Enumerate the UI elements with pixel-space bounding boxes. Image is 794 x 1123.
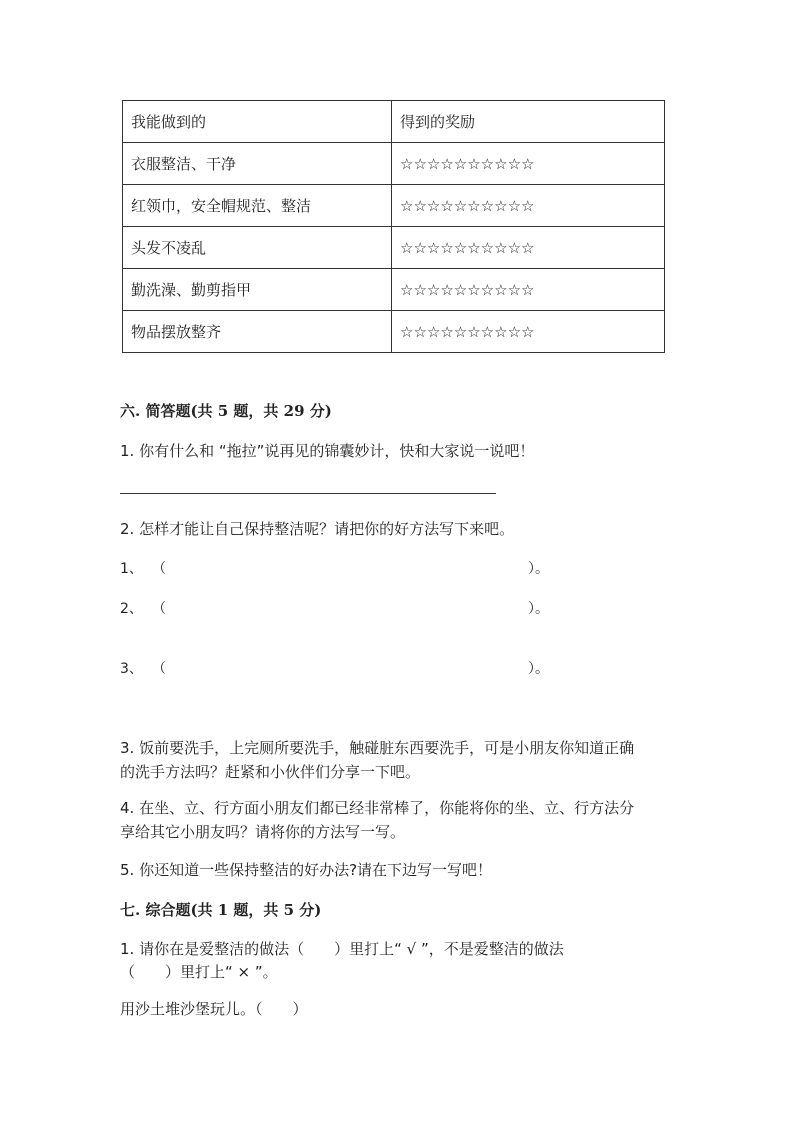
- reward-table: [122, 100, 665, 353]
- question-6-1: 1. 你有什么和 “拖拉”说再见的锦囊妙计，快和大家说一说吧！: [120, 442, 535, 460]
- answer-line[interactable]: [120, 493, 496, 494]
- row-item: 头发不凌乱: [123, 227, 392, 269]
- question-7-1-item1: 用沙土堆沙堡玩儿。（ ）: [120, 1000, 308, 1018]
- question-6-5: 5. 你还知道一些保持整洁的好办法?请在下边写一写吧！: [120, 861, 493, 879]
- question-6-2: 2. 怎样才能让自己保持整洁呢？请把你的好方法写下来吧。: [120, 520, 515, 538]
- blank-number: 3、: [120, 661, 143, 677]
- open-paren: （: [152, 661, 166, 677]
- question-6-4-line1: 4. 在坐、立、行方面小朋友们都已经非常棒了，你能将你的坐、立、行方法分: [120, 799, 635, 817]
- question-6-4-line2: 享给其它小朋友吗？请将你的方法写一写。: [120, 823, 406, 841]
- row-item: 物品摆放整齐: [123, 311, 392, 353]
- row-stars: ☆☆☆☆☆☆☆☆☆☆: [392, 143, 665, 185]
- row-item: 衣服整洁、干净: [123, 143, 392, 185]
- row-stars: ☆☆☆☆☆☆☆☆☆☆: [392, 269, 665, 311]
- table-row: [123, 311, 665, 353]
- row-stars: ☆☆☆☆☆☆☆☆☆☆: [392, 311, 665, 353]
- answer-blank-3[interactable]: [120, 658, 549, 678]
- table-row: [123, 185, 665, 227]
- row-item: 红领巾，安全帽规范、整洁: [123, 185, 392, 227]
- question-6-3-line2: 的洗手方法吗？赶紧和小伙伴们分享一下吧。: [120, 763, 421, 781]
- row-stars: ☆☆☆☆☆☆☆☆☆☆: [392, 185, 665, 227]
- table-header-row: [123, 101, 665, 143]
- section7-title: 七. 综合题(共 1 题，共 5 分): [120, 901, 322, 919]
- blank-number: 2、: [120, 601, 143, 617]
- table-row: [123, 227, 665, 269]
- open-paren: （: [152, 601, 166, 617]
- header-can-do: 我能做到的: [123, 101, 392, 143]
- close-paren: ）。: [528, 561, 549, 577]
- question-7-1-line1: 1. 请你在是爱整洁的做法（ ）里打上“ √ ”，不是爱整洁的做法: [120, 940, 564, 958]
- row-stars: ☆☆☆☆☆☆☆☆☆☆: [392, 227, 665, 269]
- table-row: [123, 143, 665, 185]
- answer-blank-2[interactable]: [120, 598, 549, 618]
- row-item: 勤洗澡、勤剪指甲: [123, 269, 392, 311]
- question-6-3-line1: 3. 饭前要洗手，上完厕所要洗手，触碰脏东西要洗手，可是小朋友你知道正确: [120, 739, 635, 757]
- header-reward: 得到的奖励: [392, 101, 665, 143]
- question-7-1-line2: （ ）里打上“ × ”。: [120, 963, 278, 981]
- open-paren: （: [152, 561, 166, 577]
- section6-title: 六. 简答题(共 5 题，共 29 分): [120, 402, 332, 420]
- table-row: [123, 269, 665, 311]
- answer-blank-1[interactable]: [120, 558, 549, 578]
- close-paren: ）。: [528, 661, 549, 677]
- blank-number: 1、: [120, 561, 143, 577]
- close-paren: ）。: [528, 601, 549, 617]
